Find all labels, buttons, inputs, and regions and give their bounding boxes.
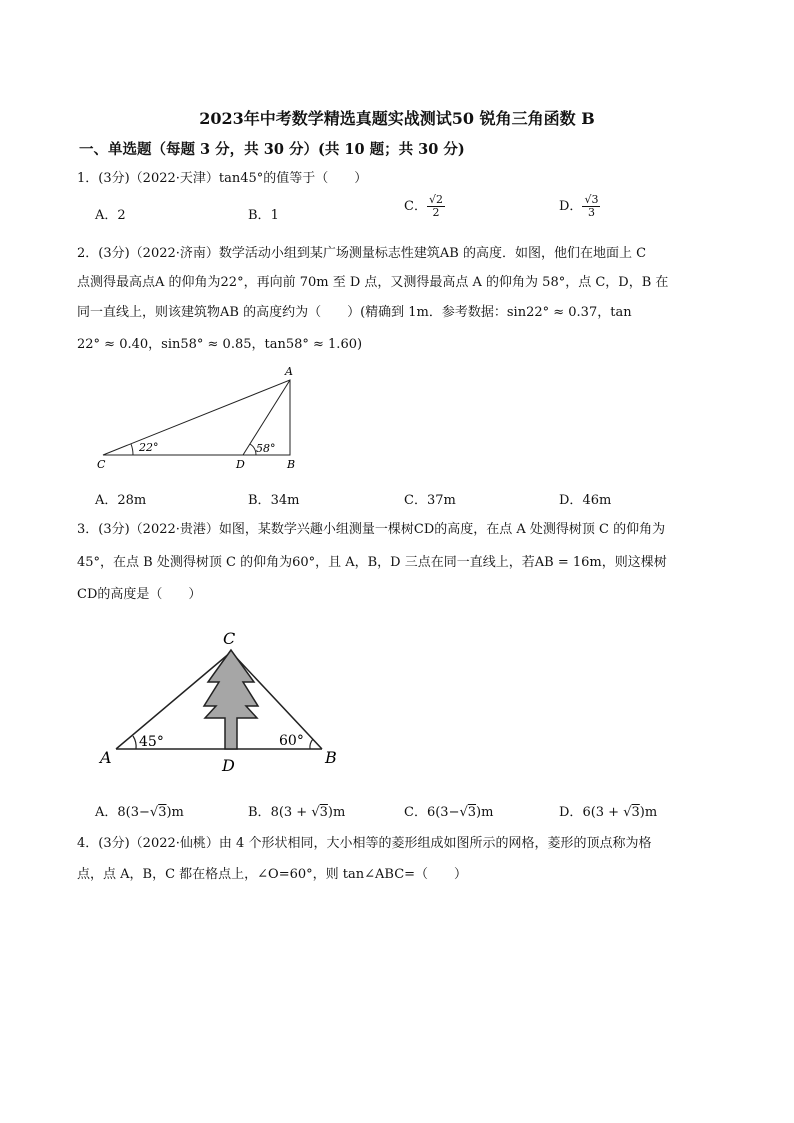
tree-icon xyxy=(204,650,258,749)
q2-option-d: D．46m xyxy=(559,493,612,508)
q2-option-a: A．28m xyxy=(95,493,147,508)
q3-option-b: B．8(3 + √3)m xyxy=(248,805,346,820)
question-3-line-1: 3．(3分)（2022·贵港）如图，某数学兴趣小组测量一棵树CD的高度，在点 A 处测得树顶 C 的仰角为 xyxy=(77,522,666,537)
q1-option-b: B．1 xyxy=(248,208,279,223)
q3-option-a: A．8(3−√3)m xyxy=(95,805,184,820)
question-1-text: 1．(3分)（2022·天津）tan45°的值等于（ ） xyxy=(77,171,368,186)
q2-option-c: C．37m xyxy=(404,493,456,508)
q2-option-b: B．34m xyxy=(248,493,300,508)
question-2-line-1: 2．(3分)（2022·济南）数学活动小组到某广场测量标志性建筑AB 的高度．如图，他们在地面上 C xyxy=(77,246,647,261)
point-a-label: A xyxy=(285,365,293,378)
section-heading: 一、单选题（每题 3 分，共 30 分）(共 10 题；共 30 分) xyxy=(79,141,465,158)
q3-option-c: C．6(3−√3)m xyxy=(404,805,494,820)
question-4-line-1: 4．(3分)（2022·仙桃）由 4 个形状相同，大小相等的菱形组成如图所示的网格，菱形的顶点称为格 xyxy=(77,836,652,851)
point-c-label: C xyxy=(97,458,106,471)
q1-option-d: D． $\frac{√3}{3}$ xyxy=(559,193,599,219)
point-d-label: D xyxy=(236,458,245,471)
question-3-line-2: 45°，在点 B 处测得树顶 C 的仰角为60°，且 A，B，D 三点在同一直线上，若AB = 16m，则这棵树 xyxy=(77,555,667,570)
question-4-line-2: 点，点 A，B，C 都在格点上，∠O=60°，则 tan∠ABC=（ ） xyxy=(77,867,468,882)
angle-b-label: 60° xyxy=(279,733,304,749)
question-2-line-4: 22° ≈ 0.40，sin58° ≈ 0.85，tan58° ≈ 1.60) xyxy=(77,337,363,352)
q1-option-a: A．2 xyxy=(95,208,126,223)
question-2-line-3: 同一直线上，则该建筑物AB 的高度约为（ ）(精确到 1m．参考数据：sin22° ≈ 0.37，tan xyxy=(77,305,632,320)
point-a-label: A xyxy=(100,748,112,767)
page-title: 2023年中考数学精选真题实战测试50 锐角三角函数 B xyxy=(199,109,595,128)
point-d-label: D xyxy=(222,756,235,775)
angle-a-label: 45° xyxy=(139,734,164,750)
q3-option-d: D．6(3 + √3)m xyxy=(559,805,658,820)
point-b-label: B xyxy=(325,748,337,767)
question-3-line-3: CD的高度是（ ） xyxy=(77,587,202,602)
angle-d-label: 58° xyxy=(256,442,276,455)
angle-c-label: 22° xyxy=(139,441,159,454)
angle-b-arc xyxy=(310,739,313,749)
angle-a-arc xyxy=(133,736,136,749)
point-c-label: C xyxy=(223,629,236,648)
q1-option-c: C． $\frac{√2}{2}$ xyxy=(404,193,443,219)
question-2-line-2: 点测得最高点A 的仰角为22°，再向前 70m 至 D 点，又测得最高点 A 的仰角为 58°，点 C，D，B 在 xyxy=(77,275,669,290)
point-b-label: B xyxy=(287,458,296,471)
